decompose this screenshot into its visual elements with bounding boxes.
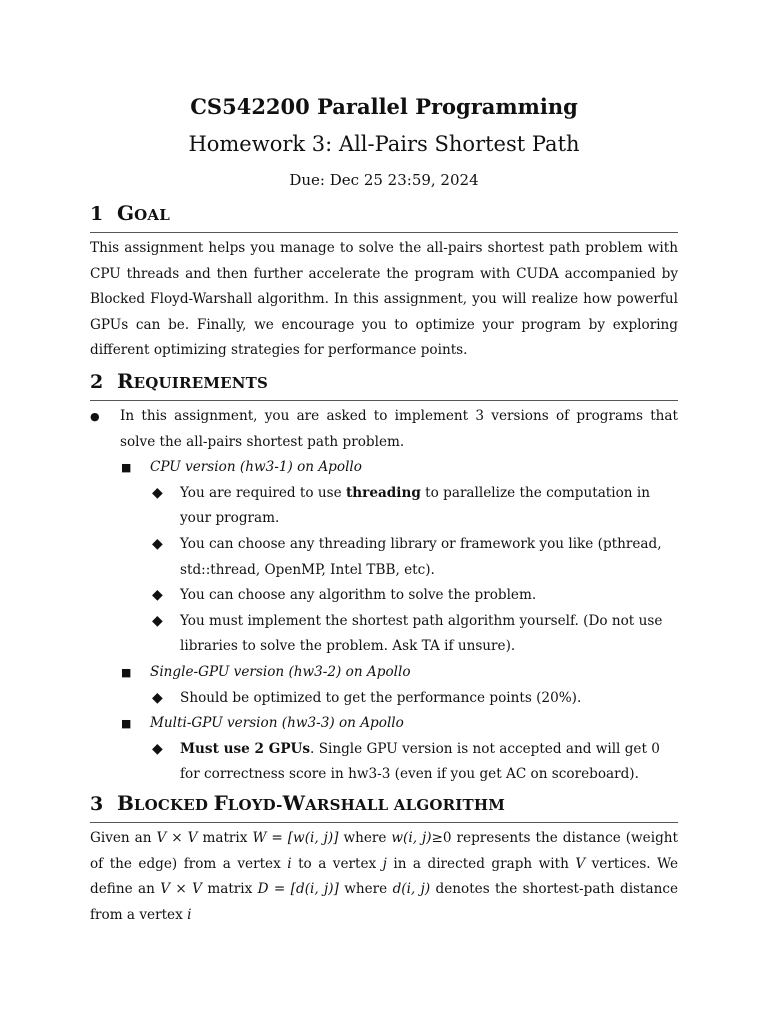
math-expression: W = [w(i, j)] [252,830,339,846]
section-goal-heading [90,201,678,233]
list-item [90,609,678,660]
emphasis-text: Must use 2 GPUs [180,740,311,757]
paragraph-text: Given an [90,830,157,846]
list-item-cpu-version [90,455,678,481]
course-title: CS542200 Parallel Programming [190,94,578,119]
bullet-diamond-icon: ◆ [152,740,163,757]
math-expression: V [575,855,586,872]
math-expression: w(i, j) [391,830,432,846]
heading-text: EQUIREMENTS [133,374,269,392]
due-date: Due: Dec 25 23:59, 2024 [289,171,479,189]
list-item [90,481,678,532]
heading-text: W [282,791,306,815]
list-item [90,737,678,788]
list-item-text: You must implement the shortest path algorithm yourself. (Do not use libraries to solve the problem. Ask TA if unsure). [180,612,663,655]
blocked-fw-paragraph [90,826,678,928]
heading-text: OAL [134,206,170,224]
bullet-diamond-icon: ◆ [152,484,163,501]
bullet-dot-icon: ● [90,410,100,423]
heading-text: LOCKED [133,796,214,814]
list-item [90,404,678,455]
section-number: 1 [90,203,104,225]
paragraph-text: matrix [201,881,258,898]
section-number: 3 [90,793,104,815]
bullet-square-icon: ■ [121,665,132,679]
list-item-text: You are required to use [180,484,346,501]
heading-text: B [117,791,134,815]
math-expression: j [382,855,387,872]
list-item-multi-gpu-version [90,711,678,737]
bullet-diamond-icon: ◆ [152,689,163,706]
paragraph-text: where [338,830,392,846]
list-item [90,532,678,583]
bullet-square-icon: ■ [121,717,132,731]
paragraph-text: denotes the shortest-path distance from a vertex [90,881,679,923]
paragraph-text: where [338,881,393,898]
bullet-diamond-icon: ◆ [152,587,163,604]
homework-title: Homework 3: All-Pairs Shortest Path [188,132,580,156]
bullet-diamond-icon: ◆ [152,612,163,629]
section-blocked-fw-heading [90,791,678,823]
paragraph-text: vertices. We define an [90,855,679,898]
list-item [90,686,678,712]
heading-text: ARSHALL ALGORITHM [305,796,506,814]
heading-text: R [117,369,134,393]
math-expression: D = [d(i, j)] [257,881,339,898]
math-expression: V × V [156,830,198,846]
heading-text: G [117,201,135,225]
list-item-text: In this assignment, you are asked to implement 3 versions of programs that solve the all-pairs shortest path problem. [120,408,678,450]
paragraph-text: matrix [197,830,253,846]
bullet-square-icon: ■ [121,461,132,475]
section-requirements-heading [90,369,678,401]
list-item-single-gpu-version [90,660,678,686]
requirements-list [90,404,678,788]
list-item-text: to parallelize the computation in your program. [180,484,650,527]
list-item-text: Should be optimized to get the performance points (20%). [180,689,582,706]
paragraph-text: ≥0 represents the distance (weight of the edge) from a vertex [90,830,678,872]
list-item-text: You can choose any algorithm to solve the problem. [180,587,537,604]
list-item-text: Single-GPU version (hw3-2) on Apollo [150,663,411,680]
section-number: 2 [90,371,104,393]
list-item-text: You can choose any threading library or framework you like (pthread, std::thread, OpenMP, Intel TBB, etc). [180,535,662,578]
goal-paragraph: This assignment helps you manage to solve the all-pairs shortest path problem with CPU threads and then further accelerate the program with CUDA accompanied by Blocked Floyd-Warshall algorithm. In this assignment, you will realize how powerful GPUs can be. Finally, we encourage you to optimize your program by exploring different optimizing strategies for performance points. [90,240,678,359]
list-item-text: . Single GPU version is not accepted and will get 0 for correctness score in hw3-3 (even if you get AC on scoreboard). [180,740,660,783]
heading-text: LOYD- [227,796,283,814]
math-expression: V × V [160,881,202,898]
emphasis-text: threading [346,484,421,501]
math-expression: i [287,855,292,872]
list-item [90,583,678,609]
paragraph-text: to a vertex [291,855,383,872]
paragraph-text: in a directed graph with [386,855,576,872]
list-item-text: Multi-GPU version (hw3-3) on Apollo [150,715,404,732]
math-expression: i [187,906,192,923]
heading-text: F [213,791,228,815]
list-item-text: CPU version (hw3-1) on Apollo [150,459,362,476]
math-expression: d(i, j) [392,881,431,898]
bullet-diamond-icon: ◆ [152,535,163,552]
